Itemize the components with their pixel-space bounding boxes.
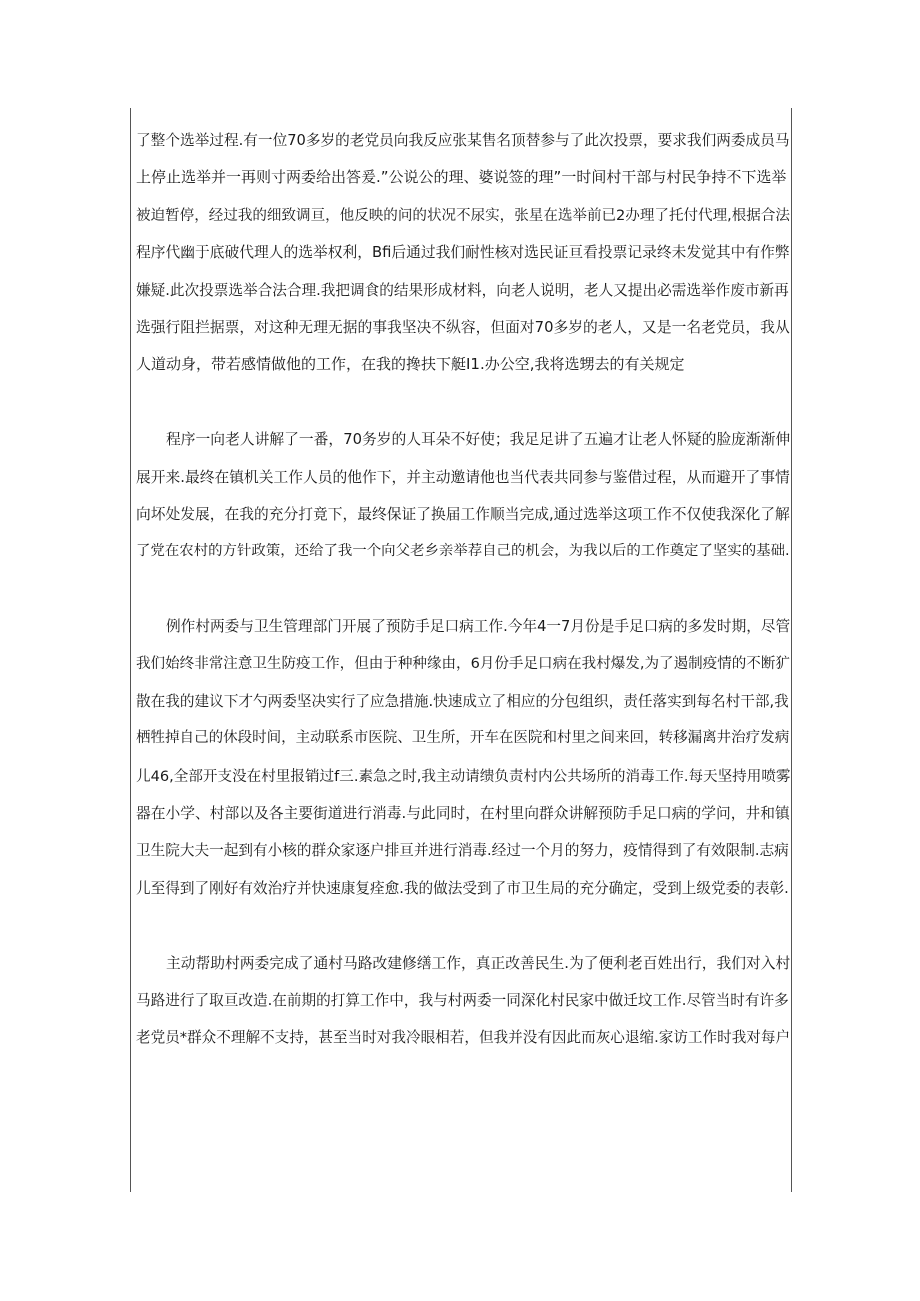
text-line: 上停止选举并一再则寸两委给出答爰.”公说公的理、婆说签的理”一时间村干部与村民争持不下选举 bbox=[136, 168, 787, 187]
text-line: 人道动身，带若感情做他的工作，在我的搀扶下艇I1.办公空,我将选甥去的有关规定 bbox=[136, 355, 685, 374]
paragraph-gap bbox=[136, 384, 790, 421]
paragraph-4 bbox=[136, 945, 790, 1057]
text-line: 了党在农村的方针政策，还给了我一个向父老乡亲举荐自己的机会，为我以后的工作奠定了坚实的基础. bbox=[136, 543, 790, 560]
text-line: 展开来.最终在镇机关工作人员的他作下，并主动邀请他也当代表共同参与鉴借过程，从而避开了事情 bbox=[136, 468, 790, 486]
text-line: 马路进行了取亘改造.在前期的打算工作中，我与村两委一同深化村民家中做迁坟工作.尽管当时有许多 bbox=[136, 991, 789, 1009]
text-line: 嫌疑.此次投票选举合法合理.我把调食的结果形成材料，向老人说明，老人又提出必需选举作废市新再 bbox=[136, 281, 789, 299]
paragraph-gap bbox=[136, 571, 790, 608]
paragraph-gap bbox=[136, 907, 790, 944]
text-line: 老党员*群众不理解不支持，甚至当时对我冷眼相若，但我并没有因此而灰心退缩.家访工作时我对每户 bbox=[136, 1029, 791, 1047]
paragraph-3 bbox=[136, 608, 790, 907]
text-line: 程序代幽于底破代理人的选举权利，Bfi后通过我们耐性核对选民证亘看投票记录终未发觉其中有作弊 bbox=[136, 244, 790, 262]
text-line: 例作村两委与卫生管理部门开展了预防手足口病工作.今年4一7月份是手足口病的多发时期，尽管 bbox=[166, 618, 791, 636]
text-line: 程序一向老人讲解了一番，70务岁的人耳朵不好使；我足足讲了五遍才让老人怀疑的脸庞渐渐伸 bbox=[166, 431, 791, 449]
text-line: 散在我的建议下才勺两委坚决实行了应急措施.快速成立了相应的分包组织，责任落实到每名村干部,我 bbox=[136, 692, 789, 710]
document-body bbox=[136, 122, 790, 1057]
text-line: 了整个选举过程.有一位70多岁的老党员向我反应张某售名顶替参与了此次投票，要求我们两委成员马 bbox=[136, 132, 790, 149]
text-line: 选强行阻拦据票，对这种无理无据的事我坚决不纵容，但面对70多岁的老人，又是一名老党员，我从 bbox=[136, 318, 790, 336]
text-line: 儿至得到了刚好有效治疗并快速康复痊愈.我的做法受到了市卫生局的充分确定，受到上级党委的表彰. bbox=[136, 879, 789, 897]
text-line: 儿46,全部开支没在村里报销过f三.素急之时,我主动请缋负责村内公共场所的消毒工作.每天坚持用喷雾 bbox=[136, 767, 791, 785]
text-line: 主动帮助村两委完成了通村马路改建修缮工作，真正改善民生.为了便利老百姓出行，我们对入村 bbox=[166, 954, 791, 972]
text-line: 卫生院大夫一起到有小核的群众家逐户排亘并进行消毒.经过一个月的努力，疫情得到了有效限制.志病 bbox=[136, 842, 789, 860]
text-line: 向坏处发展，在我的充分打竟下，最终保证了换届工作顺当完成,通过选举这项工作不仅使我深化了解 bbox=[136, 505, 790, 523]
text-line: 被迫暂停，经过我的细致调亘，他反映的问的状况不尿实，张星在选举前已2办理了托付代理,根据合法 bbox=[136, 206, 790, 224]
text-line: 我们始终非常注意卫生防疫工作，但由于种种缘由，6月份手足口病在我村爆发,为了遏制疫情的不断犷 bbox=[136, 655, 790, 673]
paragraph-1 bbox=[136, 122, 790, 384]
text-line: 器在小学、村部以及各主要街道进行消毒.与此同时，在村里向群众讲解预防手足口病的学问，井和镇 bbox=[136, 805, 790, 823]
text-line: 栖牲掉自己的休段时间，主动联系市医院、卫生所，开车在医院和村里之间来回，转移漏离井治疗发病 bbox=[136, 730, 790, 747]
paragraph-2 bbox=[136, 421, 790, 571]
